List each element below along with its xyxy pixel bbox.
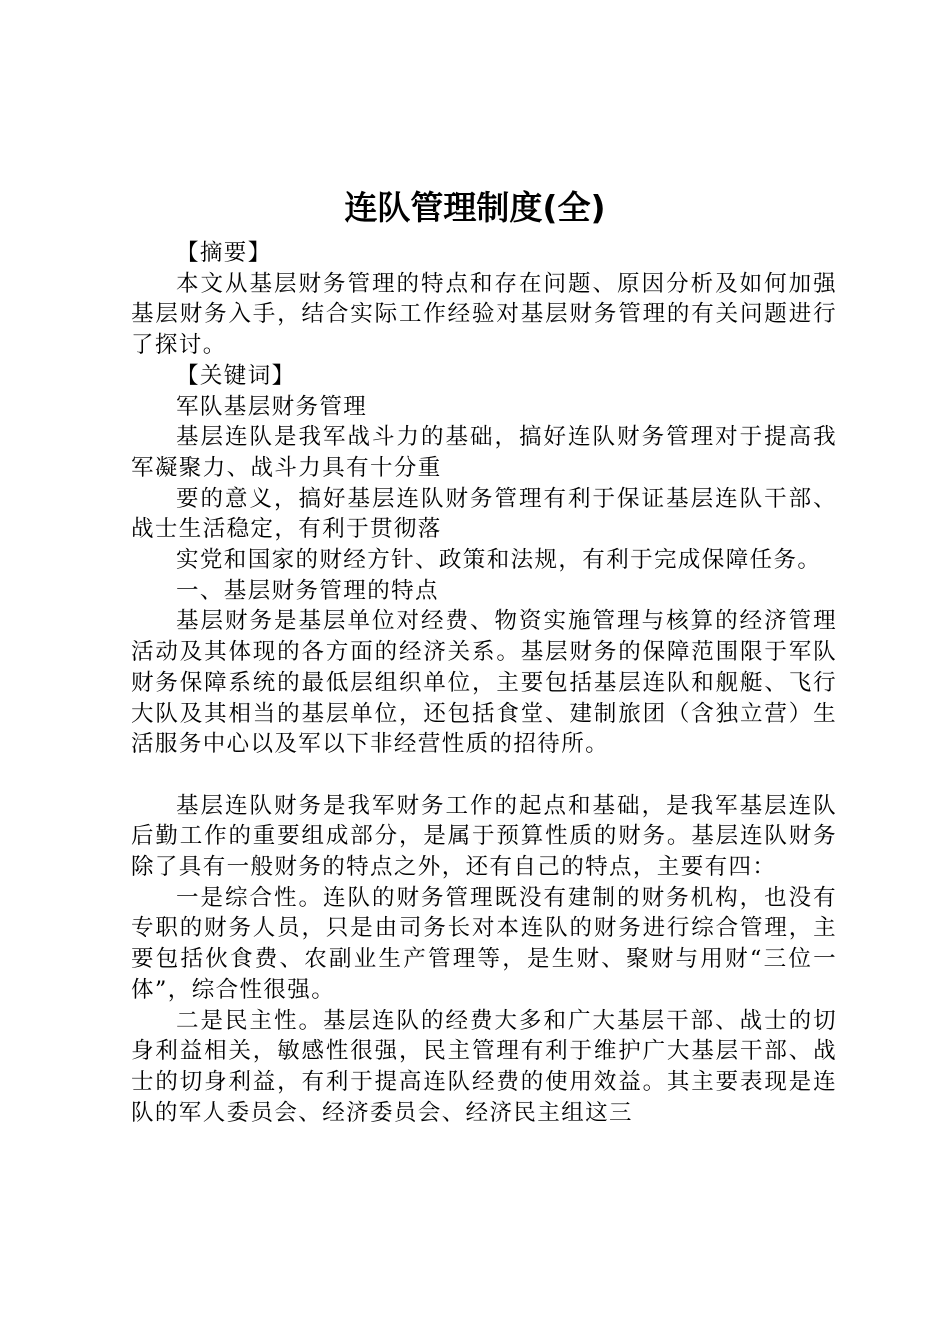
keywords-text: 军队基层财务管理 bbox=[176, 393, 368, 420]
section-heading-1: 一、基层财务管理的特点 bbox=[176, 577, 439, 604]
document-body bbox=[131, 238, 837, 1128]
keywords-heading: 【关键词】 bbox=[176, 362, 296, 389]
intro-paragraph-3: 实党和国家的财经方针、政策和法规，有利于完成保障任务。 bbox=[176, 547, 822, 574]
intro-paragraph-2: 要的意义，搞好基层连队财务管理有利于保证基层连队干部、战士生活稳定，有利于贯彻落 bbox=[131, 485, 837, 543]
body-paragraph: 基层财务是基层单位对经费、物资实施管理与核算的经济管理活动及其体现的各方面的经济关系。基层财务的保障范围限于军队财务保障系统的最低层组织单位，主要包括基层连队和舰艇、飞行大队及其相当的基层单位，还包括食堂、建制旅团（含独立营）生活服务中心以及军以下非经营性质的招待所。 bbox=[131, 608, 837, 758]
body-paragraph: 基层连队财务是我军财务工作的起点和基础，是我军基层连队后勤工作的重要组成部分，是属于预算性质的财务。基层连队财务除了具有一般财务的特点之外，还有自己的特点，主要有四： bbox=[131, 792, 837, 881]
document-title: 连队管理制度(全) bbox=[344, 188, 606, 227]
blank-line bbox=[131, 760, 837, 791]
body-paragraph: 一是综合性。连队的财务管理既没有建制的财务机构，也没有专职的财务人员，只是由司务长对本连队的财务进行综合管理，主要包括伙食费、农副业生产管理等，是生财、聚财与用财“三位一体”，综合性很强。 bbox=[131, 884, 837, 1003]
abstract-text: 本文从基层财务管理的特点和存在问题、原因分析及如何加强基层财务入手，结合实际工作经验对基层财务管理的有关问题进行了探讨。 bbox=[131, 270, 837, 359]
abstract-heading: 【摘要】 bbox=[176, 240, 272, 266]
body-paragraph: 二是民主性。基层连队的经费大多和广大基层干部、战士的切身利益相关，敏感性很强，民主管理有利于维护广大基层干部、战士的切身利益，有利于提高连队经费的使用效益。其主要表现是连队的军人委员会、经济委员会、经济民主组这三 bbox=[131, 1007, 837, 1126]
intro-paragraph-1: 基层连队是我军战斗力的基础，搞好连队财务管理对于提高我军凝聚力、战斗力具有十分重 bbox=[131, 424, 837, 481]
